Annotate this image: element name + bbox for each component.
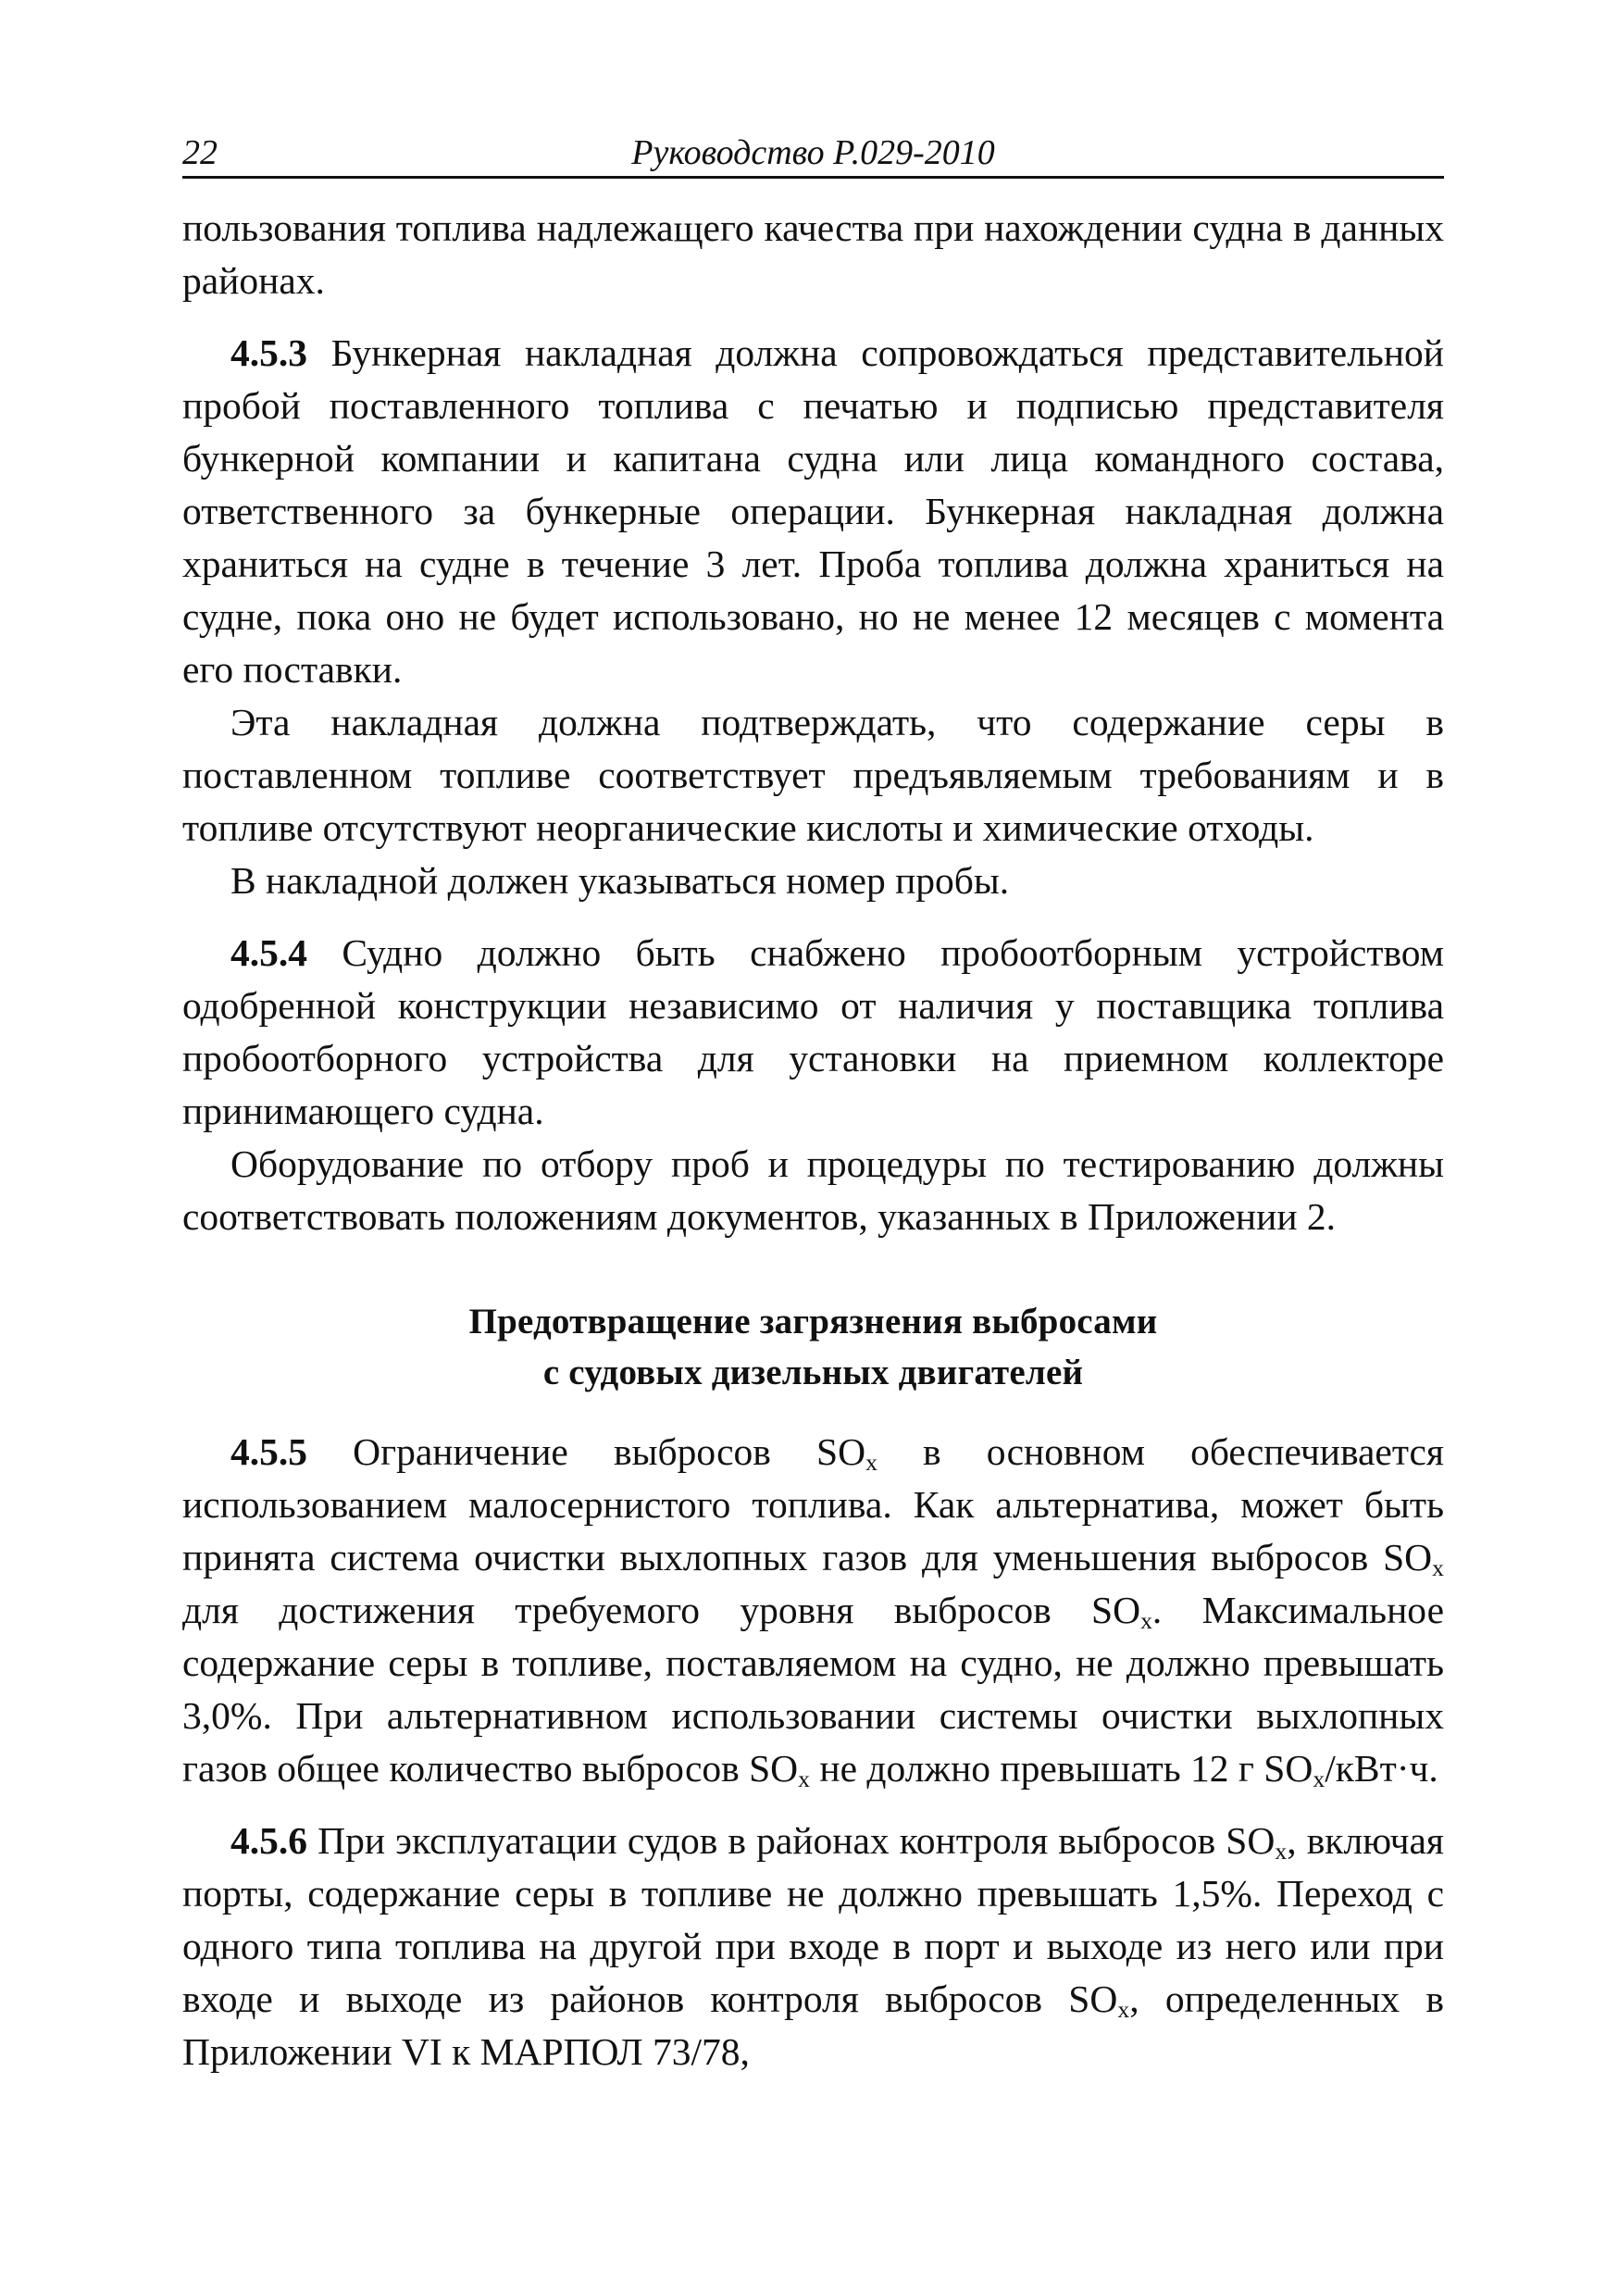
document-page [182,130,1444,2078]
clause-number: 4.5.4 [230,931,307,974]
document-title: Руководство Р.029-2010 [631,133,995,172]
clause-4-5-4 [182,927,1444,1138]
clause-number: 4.5.3 [230,331,307,374]
clause-number: 4.5.5 [230,1430,307,1473]
clause-number: 4.5.6 [230,1819,307,1862]
paragraph-text: , определенных в Приложении VI к МАРПОЛ 73/78, [182,1978,1444,2073]
paragraph-text: . Максимальное содержание серы в топливе, поставляемом на судно, не должно превышать 3,0%. При альтернативном использовании системы очистки выхлопных газов общее количество выбросов SO [182,1589,1444,1790]
subscript: x [1432,1554,1444,1581]
paragraph-text: Судно должно быть снабжено пробоотборным устройством одобренной конструкции независимо от наличия у поставщика топлива пробоотборного устройства для установки на приемном коллекторе принимающего судна. [182,931,1444,1132]
subscript: x [1117,1996,1130,2023]
paragraph-text: Оборудование по отбору проб и процедуры по тестированию должны соответствовать положениям документов, указанных в Приложении 2. [182,1142,1444,1238]
paragraph-text: При эксплуатации судов в районах контроля выбросов SO [307,1819,1276,1862]
subscript: x [798,1766,811,1792]
paragraph-text: не должно превышать 12 г SO [810,1747,1313,1790]
paragraph-text: , включая порты, содержание серы в топливе не должно превышать 1,5%. Переход с одного типа топлива на другой при входе в порт и выходе из него или при входе и выходе из районов контроля выбросов SO [182,1819,1444,2020]
clause-4-5-3 [182,327,1444,696]
paragraph-text: В накладной должен указываться номер пробы. [230,859,1010,902]
paragraph-text: в основном обеспечивается использованием малосернистого топлива. Как альтернатива, может быть принята система очистки выхлопных газов для уменьшения выбросов SO [182,1430,1445,1578]
paragraph [182,855,1444,907]
section-heading-line: с судовых дизельных двигателей [542,1353,1084,1392]
body-text [182,202,1444,2078]
clause-4-5-5 [182,1426,1444,1795]
page-number: 22 [182,133,218,172]
clause-4-5-6 [182,1815,1444,2078]
paragraph-text: пользования топлива надлежащего качества при нахождении судна в данных районах. [182,206,1444,302]
subscript: x [1140,1607,1152,1634]
paragraph-text: Бункерная накладная должна сопровождаться представительной пробой поставленного топлива с печатью и подписью представителя бункерной компании и капитана судна или лица командного состава, ответственного за бункерные операции. Бункерная накладная должна храниться на судне в течение 3 лет. Проба топлива должна храниться на судне, пока оно не будет использовано, но не менее 12 месяцев с момента его поставки. [182,331,1444,691]
paragraph-continuation [182,202,1444,307]
subscript: x [1275,1838,1288,1865]
paragraph [182,1138,1444,1243]
paragraph-text: Ограничение выбросов SO [307,1430,866,1473]
paragraph [182,696,1444,855]
paragraph-text: Эта накладная должна подтверждать, что содержание серы в поставленном топливе соответствует предъявляемым требованиям и в топливе отсутствуют неорганические кислоты и химические отходы. [182,701,1444,849]
paragraph-text: /кВт·ч. [1325,1747,1438,1790]
subscript: x [865,1449,877,1476]
section-heading-line: Предотвращение загрязнения выбросами [468,1302,1158,1341]
paragraph-text: для достижения требуемого уровня выбросов SO [182,1589,1141,1631]
running-header [182,130,1444,179]
section-heading [182,1296,1444,1398]
subscript: x [1313,1766,1326,1792]
